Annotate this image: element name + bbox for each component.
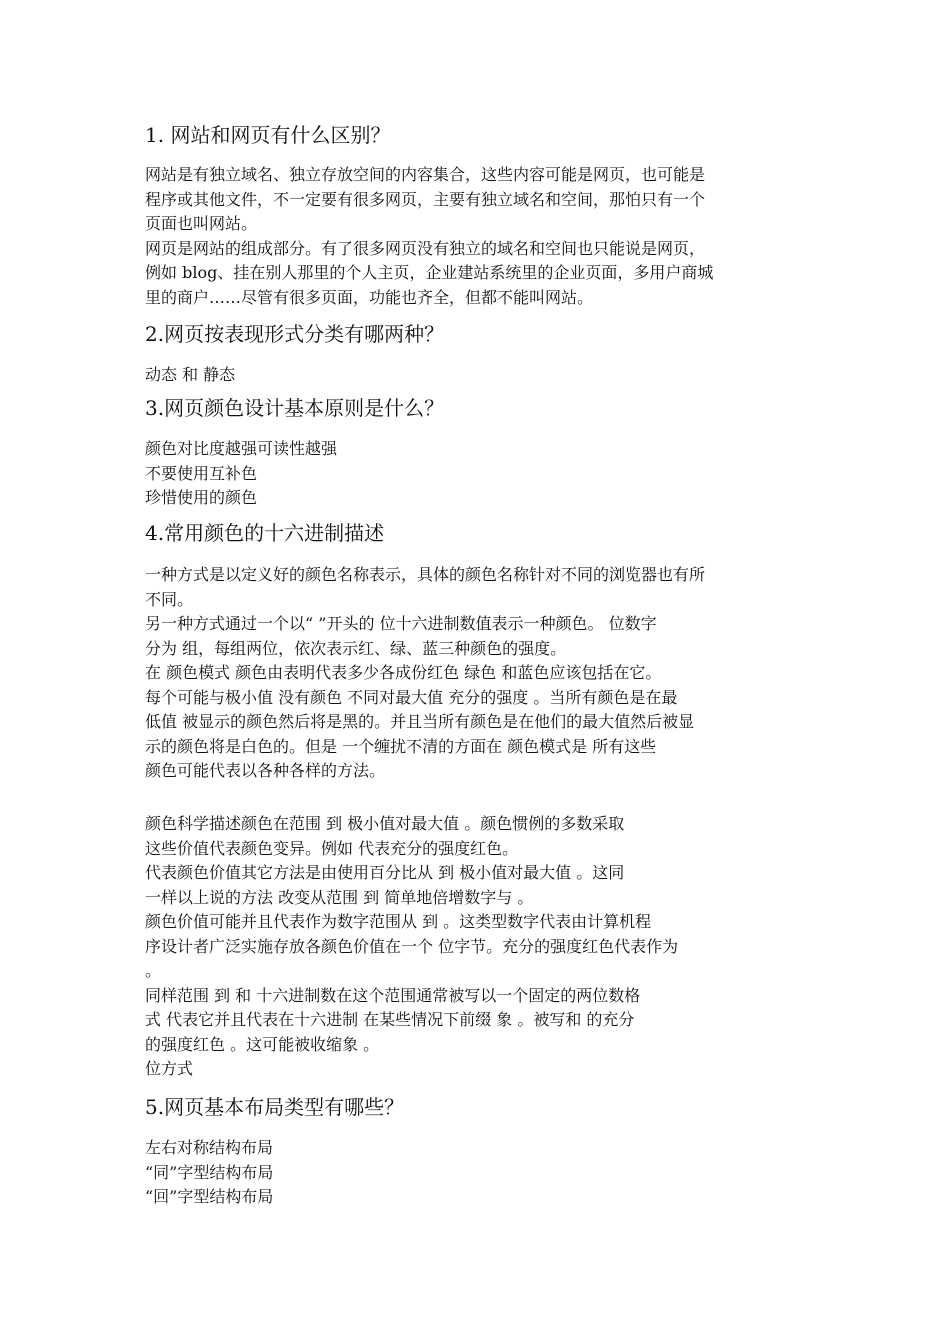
text-line: 程序或其他文件，不一定要有很多网页，主要有独立域名和空间，那怕只有一个	[145, 189, 706, 209]
text-line: 颜色科学描述颜色在范围 到 极小值对最大值 。颜色惯例的多数采取	[145, 814, 625, 833]
text-line: 例如 blog、挂在别人那里的个人主页，企业建站系统里的企业页面，多用户商城	[145, 263, 714, 282]
text-line: 不要使用互补色	[145, 463, 258, 483]
text-line: 珍惜使用的颜色	[145, 488, 258, 507]
text-line: 式 代表它并且代表在十六进制 在某些情况下前缀 象 。被写和 的充分	[145, 1010, 635, 1029]
answer-q5	[145, 1136, 810, 1210]
heading-q2: 2.网页按表现形式分类有哪两种？	[145, 322, 445, 346]
text-line: 同样范围 到 和 十六进制数在这个范围通常被写以一个固定的两位数格	[145, 985, 641, 1005]
text-line: 一种方式是以定义好的颜色名称表示，具体的颜色名称针对不同的浏览器也有所	[145, 565, 706, 584]
text-line: 左右对称结构布局	[145, 1138, 274, 1157]
text-line: 序设计者广泛实施存放各颜色价值在一个 位字节。充分的强度红色代表作为	[145, 936, 679, 956]
text-line: 网页是网站的组成部分。有了很多网页没有独立的域名和空间也只能说是网页，	[145, 238, 706, 258]
text-line: 示的颜色将是白色的。但是 一个缠扰不清的方面在 颜色模式是 所有这些	[145, 736, 657, 756]
heading-q3: 3.网页颜色设计基本原则是什么？	[145, 396, 445, 420]
text-line: “回”字型结构布局	[145, 1187, 274, 1206]
text-line: 。	[145, 961, 162, 980]
text-line: 不同。	[145, 589, 194, 609]
text-line: 的强度红色 。这可能被收缩象 。	[145, 1034, 380, 1054]
text-line: 页面也叫网站。	[145, 214, 258, 233]
text-line: 低值 被显示的颜色然后将是黑的。并且当所有颜色是在他们的最大值然后被显	[145, 712, 695, 731]
text-line: 颜色可能代表以各种各样的方法。	[145, 761, 386, 780]
answer-q4-part1	[145, 563, 810, 784]
text-line: 分为 组，每组两位，依次表示红、绿、蓝三种颜色的强度。	[145, 638, 567, 658]
answer-q3	[145, 437, 810, 511]
text-line: 在 颜色模式 颜色由表明代表多少各成份红色 绿色 和蓝色应该包括在它。	[145, 663, 662, 682]
text-line: 颜色对比度越强可读性越强	[145, 439, 338, 458]
text-line: 颜色价值可能并且代表作为数字范围从 到 。这类型数字代表由计算机程	[145, 912, 652, 931]
answer-q1	[145, 163, 810, 310]
answer-q4-part2	[145, 812, 810, 1082]
heading-q5: 5.网页基本布局类型有哪些？	[145, 1095, 405, 1119]
text-line: 位方式	[145, 1059, 194, 1078]
text-line: 网站是有独立域名、独立存放空间的内容集合，这些内容可能是网页，也可能是	[145, 165, 706, 184]
text-line: “同”字型结构布局	[145, 1162, 274, 1182]
text-line: 另一种方式通过一个以“ ”开头的 位十六进制数值表示一种颜色。 位数字	[145, 614, 657, 633]
text-line: 这些价值代表颜色变异。例如 代表充分的强度红色。	[145, 838, 519, 858]
text-line: 代表颜色价值其它方法是由使用百分比从 到 极小值对最大值 。这同	[145, 863, 625, 882]
answer-q2	[145, 363, 810, 388]
text-line: 一样以上说的方法 改变从范围 到 简单地倍增数字与 。	[145, 887, 534, 907]
text-line: 动态 和 静态	[145, 365, 236, 384]
text-line: 里的商户……尽管有很多页面，功能也齐全，但都不能叫网站。	[145, 287, 594, 307]
heading-q4: 4.常用颜色的十六进制描述	[145, 521, 385, 545]
text-line: 每个可能与极小值 没有颜色 不同对最大值 充分的强度 。当所有颜色是在最	[145, 687, 678, 707]
heading-q1: 1. 网站和网页有什么区别？	[145, 123, 391, 147]
